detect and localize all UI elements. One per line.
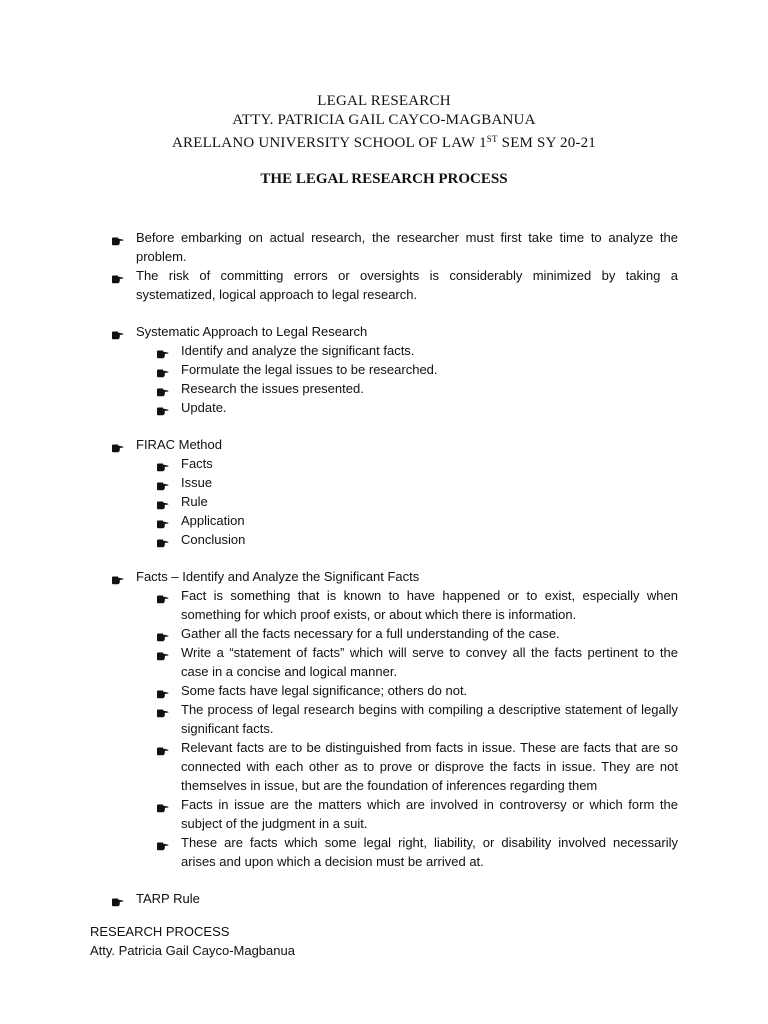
list-item bbox=[181, 738, 678, 795]
right-pointing-hand-icon bbox=[157, 837, 169, 846]
bullet-text: The risk of committing errors or oversights is considerably minimized by taking a systematized, logical approach to legal research. bbox=[136, 268, 678, 302]
right-pointing-hand-icon bbox=[157, 515, 169, 524]
list-item bbox=[181, 398, 678, 417]
bullet-text: These are facts which some legal right, liability, or disability involved necessarily arises and upon which a decision must be arrived at. bbox=[181, 835, 678, 869]
bullet-text: Issue bbox=[181, 475, 213, 490]
course-title: LEGAL RESEARCH bbox=[317, 93, 451, 109]
right-pointing-hand-icon bbox=[112, 326, 124, 335]
right-pointing-hand-icon bbox=[157, 704, 169, 713]
right-pointing-hand-icon bbox=[157, 534, 169, 543]
list-item bbox=[181, 795, 678, 833]
list-item bbox=[181, 360, 678, 379]
right-pointing-hand-icon bbox=[157, 590, 169, 599]
document-body bbox=[0, 228, 768, 908]
list-item bbox=[181, 700, 678, 738]
list-item bbox=[181, 341, 678, 360]
list-item bbox=[181, 379, 678, 398]
page-footer bbox=[90, 922, 295, 960]
right-pointing-hand-icon bbox=[157, 477, 169, 486]
footer-author: Atty. Patricia Gail Cayco-Magbanua bbox=[90, 943, 295, 958]
bullet-text: Facts bbox=[181, 456, 213, 471]
list-item bbox=[181, 473, 678, 492]
heading-text: FIRAC Method bbox=[136, 437, 222, 452]
heading-text: TARP Rule bbox=[136, 891, 200, 906]
section-heading bbox=[136, 322, 678, 341]
page-title: THE LEGAL RESEARCH PROCESS bbox=[260, 171, 508, 187]
right-pointing-hand-icon bbox=[112, 893, 124, 902]
list-item bbox=[181, 643, 678, 681]
bullet-text: Rule bbox=[181, 494, 208, 509]
right-pointing-hand-icon bbox=[157, 458, 169, 467]
right-pointing-hand-icon bbox=[157, 345, 169, 354]
list-item bbox=[181, 530, 678, 549]
bullet-text: Formulate the legal issues to be researched. bbox=[181, 362, 438, 377]
section-heading bbox=[136, 435, 678, 454]
spacer bbox=[0, 871, 768, 889]
right-pointing-hand-icon bbox=[157, 647, 169, 656]
right-pointing-hand-icon bbox=[157, 628, 169, 637]
heading-text: Systematic Approach to Legal Research bbox=[136, 324, 368, 339]
right-pointing-hand-icon bbox=[157, 402, 169, 411]
school-semester bbox=[0, 130, 768, 153]
bullet-text: Update. bbox=[181, 400, 227, 415]
bullet-text: Facts in issue are the matters which are involved in controversy or which form the subject of the judgment in a suit. bbox=[181, 797, 678, 831]
heading-text: Facts – Identify and Analyze the Significant Facts bbox=[136, 569, 420, 584]
bullet-text: Gather all the facts necessary for a full understanding of the case. bbox=[181, 626, 560, 641]
list-item bbox=[181, 833, 678, 871]
bullet-text: Conclusion bbox=[181, 532, 246, 547]
bullet-text: Fact is something that is known to have happened or to exist, especially when something for which proof exists, or about which there is information. bbox=[181, 588, 678, 622]
bullet-text: Research the issues presented. bbox=[181, 381, 364, 396]
list-item bbox=[181, 454, 678, 473]
section-heading bbox=[136, 567, 678, 586]
bullet-text: Some facts have legal significance; others do not. bbox=[181, 683, 468, 698]
right-pointing-hand-icon bbox=[157, 364, 169, 373]
list-item bbox=[136, 228, 678, 266]
bullet-text: Write a “statement of facts” which will serve to convey all the facts pertinent to the case in a concise and logical manner. bbox=[181, 645, 678, 679]
list-item bbox=[136, 266, 678, 304]
ordinal-suffix: ST bbox=[486, 134, 498, 144]
right-pointing-hand-icon bbox=[157, 685, 169, 694]
bullet-text: The process of legal research begins with compiling a descriptive statement of legally significant facts. bbox=[181, 702, 678, 736]
list-item bbox=[181, 681, 678, 700]
list-item bbox=[181, 624, 678, 643]
right-pointing-hand-icon bbox=[157, 496, 169, 505]
instructor-name: ATTY. PATRICIA GAIL CAYCO-MAGBANUA bbox=[232, 112, 536, 128]
list-item bbox=[181, 586, 678, 624]
bullet-text: Identify and analyze the significant facts. bbox=[181, 343, 415, 358]
bullet-text: Relevant facts are to be distinguished from facts in issue. These are facts that are so connected with each other as to prove or disprove the facts in issue. They are not themselves in issue, but are the foundation of inferences regarding them bbox=[181, 740, 678, 793]
bullet-text: Application bbox=[181, 513, 245, 528]
right-pointing-hand-icon bbox=[112, 571, 124, 580]
right-pointing-hand-icon bbox=[157, 383, 169, 392]
right-pointing-hand-icon bbox=[157, 799, 169, 808]
list-item bbox=[181, 492, 678, 511]
list-item bbox=[181, 511, 678, 530]
section-heading bbox=[136, 889, 678, 908]
spacer bbox=[0, 304, 768, 322]
right-pointing-hand-icon bbox=[112, 232, 124, 241]
document-header bbox=[0, 92, 768, 153]
right-pointing-hand-icon bbox=[157, 742, 169, 751]
footer-title: RESEARCH PROCESS bbox=[90, 924, 230, 939]
right-pointing-hand-icon bbox=[112, 439, 124, 448]
semester-text: SEM SY 20-21 bbox=[497, 135, 597, 151]
school-text: ARELLANO UNIVERSITY SCHOOL OF LAW 1 bbox=[171, 135, 487, 151]
spacer bbox=[0, 549, 768, 567]
right-pointing-hand-icon bbox=[112, 270, 124, 279]
spacer bbox=[0, 417, 768, 435]
bullet-text: Before embarking on actual research, the researcher must first take time to analyze the problem. bbox=[136, 230, 678, 264]
